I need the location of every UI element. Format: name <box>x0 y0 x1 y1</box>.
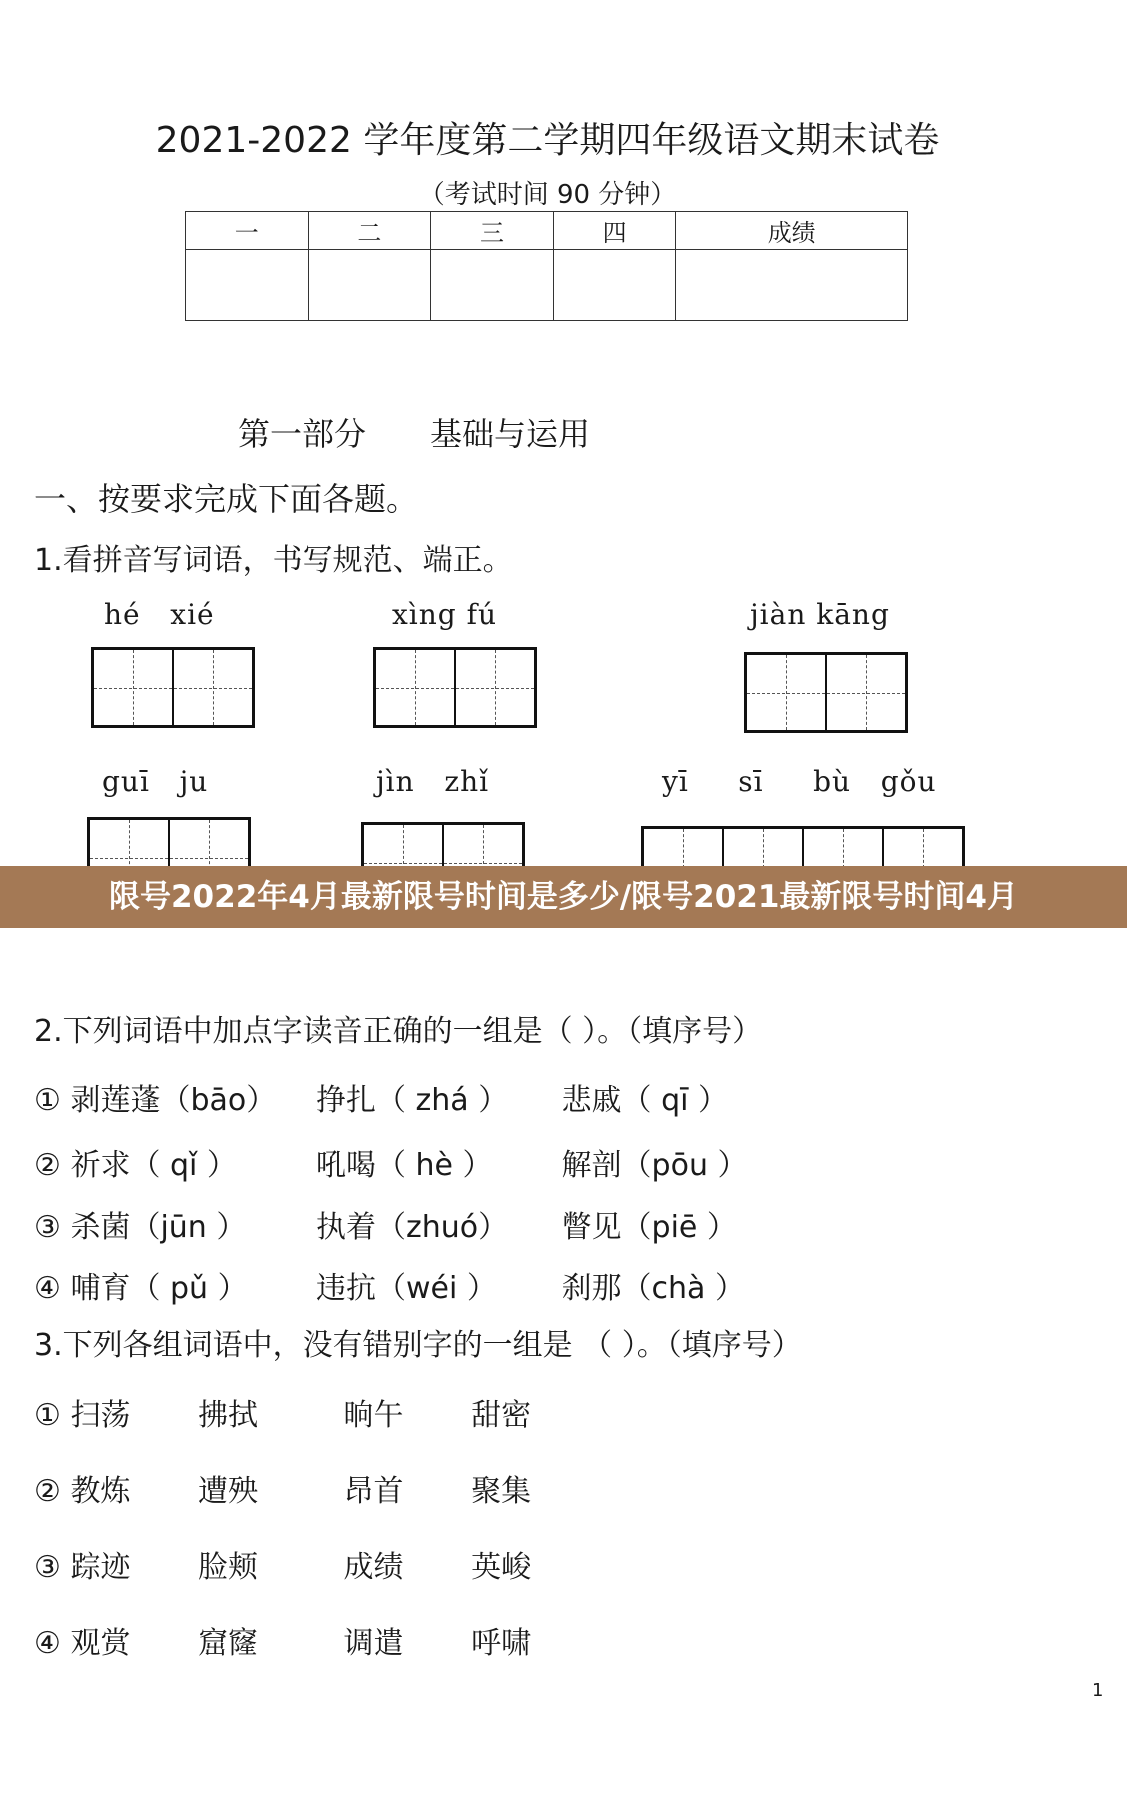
exam-duration: （考试时间 90 分钟） <box>418 180 677 210</box>
writing-grid[interactable] <box>744 652 908 733</box>
pinyin-label: hé xié <box>104 598 215 631</box>
part-topic: 基础与运用 <box>430 415 591 453</box>
score-header-4: 四 <box>553 212 676 250</box>
overlay-banner[interactable]: 限号2022年4月最新限号时间是多少/限号2021最新限号时间4月 <box>0 866 1127 928</box>
part-name: 第一部分 <box>238 415 367 453</box>
part-heading <box>238 409 590 455</box>
exam-title: 2021-2022 学年度第二学期四年级语文期末试卷 <box>155 120 940 161</box>
pinyin-label: jìn zhǐ <box>376 765 490 798</box>
score-cell[interactable] <box>308 250 431 321</box>
score-header-3: 三 <box>431 212 554 250</box>
q2-option-3[interactable]: ③ 杀菌（jūn ） 执着（zhuó） 瞥见（piē ） <box>34 1210 737 1245</box>
page-number: 1 <box>1092 1680 1104 1701</box>
score-cell[interactable] <box>186 250 309 321</box>
score-cell[interactable] <box>431 250 554 321</box>
score-cell[interactable] <box>553 250 676 321</box>
writing-grid[interactable] <box>91 647 255 728</box>
q3-option-3[interactable]: ③ 踪迹 脸颊 成绩 英峻 <box>34 1550 532 1585</box>
question-3: 3.下列各组词语中，没有错别字的一组是 （ ）。（填序号） <box>34 1328 802 1363</box>
section-heading: 一、按要求完成下面各题。 <box>34 480 419 518</box>
score-table <box>185 211 908 321</box>
q2-option-2[interactable]: ② 祈求（ qǐ ） 吼喝（ hè ） 解剖（pōu ） <box>34 1148 748 1183</box>
q2-option-4[interactable]: ④ 哺育（ pǔ ） 违抗（wéi ） 刹那（chà ） <box>34 1271 745 1306</box>
question-2: 2.下列词语中加点字读音正确的一组是（ ）。（填序号） <box>34 1014 763 1049</box>
pinyin-label: jiàn kāng <box>750 598 890 631</box>
q3-option-1[interactable]: ① 扫荡 拂拭 晌午 甜密 <box>34 1398 532 1433</box>
pinyin-label: guī ju <box>102 765 209 798</box>
q2-option-1[interactable]: ① 剥莲蓬（bāo） 挣扎（ zhá ） 悲戚（ qī ） <box>34 1083 728 1118</box>
question-1: 1.看拼音写词语，书写规范、端正。 <box>34 543 513 578</box>
score-header-1: 一 <box>186 212 309 250</box>
score-header-total: 成绩 <box>676 212 908 250</box>
q3-option-2[interactable]: ② 教炼 遭殃 昂首 聚集 <box>34 1474 532 1509</box>
pinyin-label: xìng fú <box>392 598 497 631</box>
score-cell[interactable] <box>676 250 908 321</box>
q3-option-4[interactable]: ④ 观赏 窟窿 调遣 呼啸 <box>34 1626 532 1661</box>
score-header-2: 二 <box>308 212 431 250</box>
writing-grid[interactable] <box>373 647 537 728</box>
pinyin-label: yī sī bù gǒu <box>662 765 937 798</box>
